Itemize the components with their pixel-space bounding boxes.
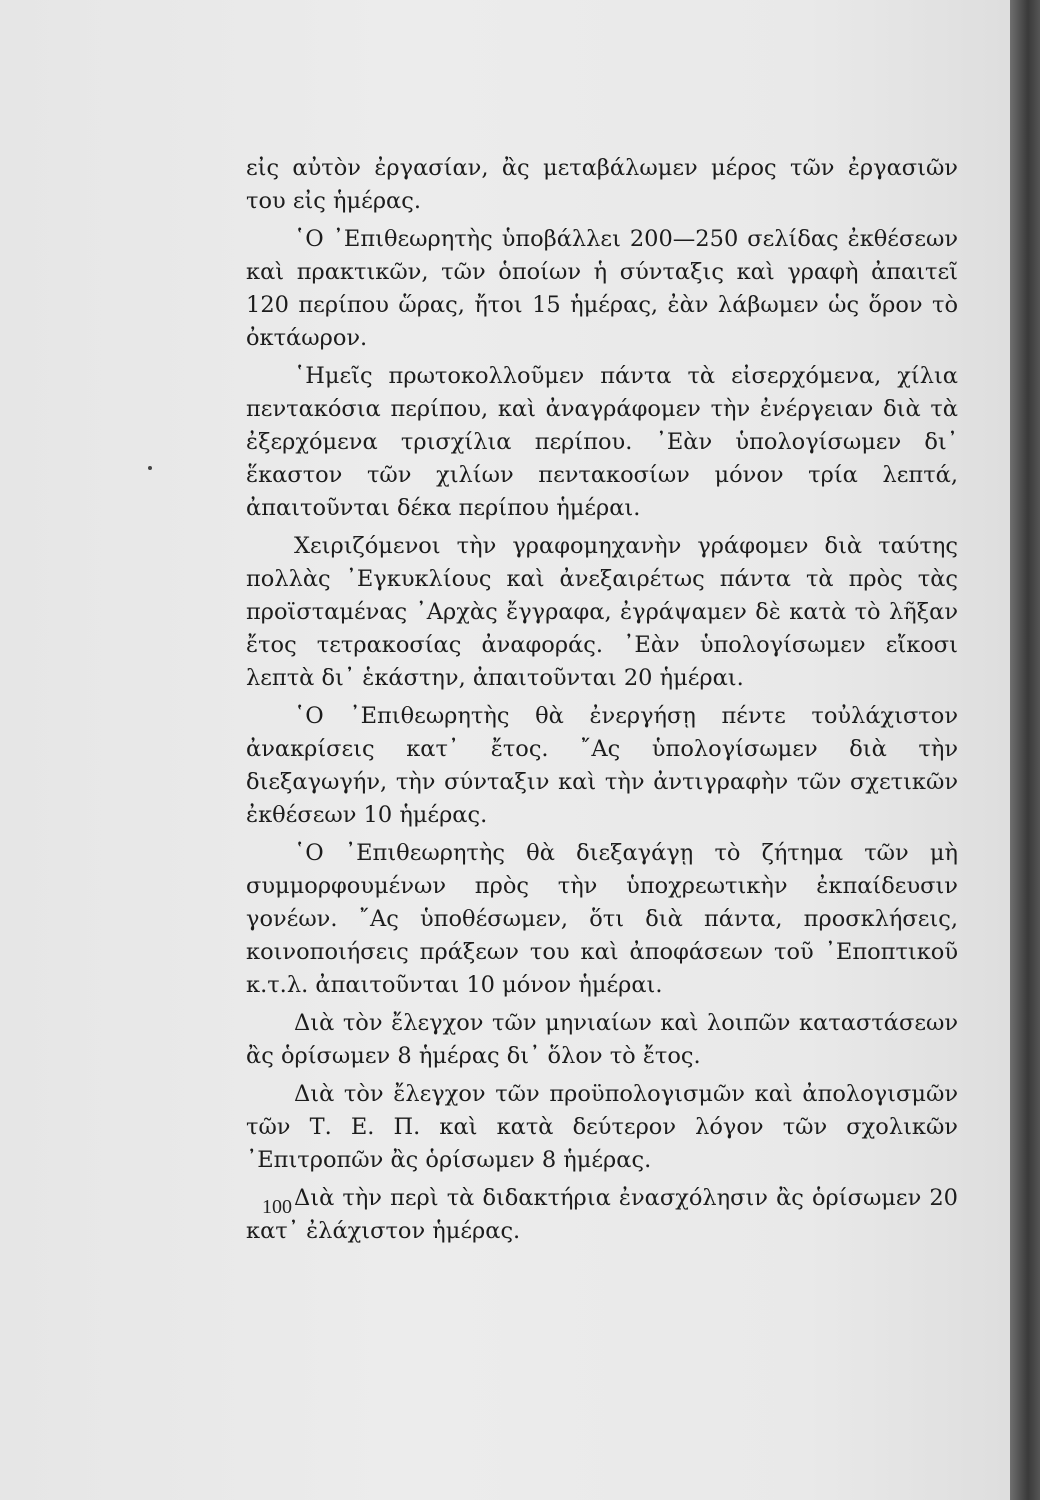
- paragraph: Διὰ τὸν ἔλεγχον τῶν προϋπολογισμῶν καὶ ἀπολογισμῶν τῶν Τ. Ε. Π. καὶ κατὰ δεύτερον λόγον τῶν σχολικῶν ᾿Επιτροπῶν ἂς ὁρίσωμεν 8 ἡμέρας.: [246, 1081, 958, 1173]
- paragraph: Διὰ τὴν περὶ τὰ διδακτήρια ἐνασχόλησιν ἂς ὁρίσωμεν 20 κατ᾿ ἐλάχιστον ἡμέρας.: [246, 1185, 958, 1244]
- paragraph: Χειριζόμενοι τὴν γραφομηχανὴν γράφομεν διὰ ταύτης πολλὰς ᾿Εγκυκλίους καὶ ἀνεξαιρέτως πάντα τὰ πρὸς τὰς προϊσταμένας ᾿Αρχὰς ἔγγραφα, ἐγράψαμεν δὲ κατὰ τὸ λῆξαν ἔτος τετρακοσίας ἀναφοράς. ᾿Εὰν ὑπολογίσωμεν εἴκοσι λεπτὰ δι᾿ ἑκάστην, ἀπαιτοῦνται 20 ἡμέραι.: [246, 533, 958, 691]
- paragraph: ῾Ο ᾿Επιθεωρητὴς θὰ διεξαγάγῃ τὸ ζήτημα τῶν μὴ συμμορφουμένων πρὸς τὴν ὑποχρεωτικὴν ἐκπαίδευσιν γονέων. ῎Ας ὑποθέσωμεν, ὅτι διὰ πάντα, προσκλήσεις, κοινοποιήσεις πράξεων του καὶ ἀποφάσεων τοῦ ᾿Εποπτικοῦ κ.τ.λ. ἀπαιτοῦνται 10 μόνον ἡμέραι.: [246, 840, 958, 998]
- book-spine-shadow: [1010, 0, 1040, 1500]
- paragraph: εἰς αὐτὸν ἐργασίαν, ἂς μεταβάλωμεν μέρος τῶν ἐργασιῶν του εἰς ἡμέρας.: [246, 155, 958, 214]
- stray-ink-mark: [148, 466, 152, 470]
- paragraph: Διὰ τὸν ἔλεγχον τῶν μηνιαίων καὶ λοιπῶν καταστάσεων ἂς ὁρίσωμεν 8 ἡμέρας δι᾿ ὅλον τὸ ἔτος.: [246, 1010, 958, 1069]
- paragraph: ῾Ο ᾿Επιθεωρητὴς ὑποβάλλει 200—250 σελίδας ἐκθέσεων καὶ πρακτικῶν, τῶν ὁποίων ἡ σύνταξις καὶ γραφὴ ἀπαιτεῖ 120 περίπου ὥρας, ἤτοι 15 ἡμέρας, ἐὰν λάβωμεν ὡς ὅρον τὸ ὀκτάωρον.: [246, 226, 958, 351]
- paragraph: ῾Ημεῖς πρωτοκολλοῦμεν πάντα τὰ εἰσερχόμενα, χίλια πεντακόσια περίπου, καὶ ἀναγράφομεν τὴν ἐνέργειαν διὰ τὰ ἐξερχόμενα τρισχίλια περίπου. ᾿Εὰν ὑπολογίσωμεν δι᾿ ἕκαστον τῶν χιλίων πεντακοσίων μόνον τρία λεπτά, ἀπαιτοῦνται δέκα περίπου ἡμέραι.: [246, 363, 958, 521]
- body-text: [246, 152, 958, 1253]
- paragraph: ῾Ο ᾿Επιθεωρητὴς θὰ ἐνεργήσῃ πέντε τοὐλάχιστον ἀνακρίσεις κατ᾿ ἔτος. ῎Ας ὑπολογίσωμεν διὰ τὴν διεξαγωγήν, τὴν σύνταξιν καὶ τὴν ἀντιγραφὴν τῶν σχετικῶν ἐκθέσεων 10 ἡμέρας.: [246, 703, 958, 828]
- page-number: 100: [262, 1196, 292, 1218]
